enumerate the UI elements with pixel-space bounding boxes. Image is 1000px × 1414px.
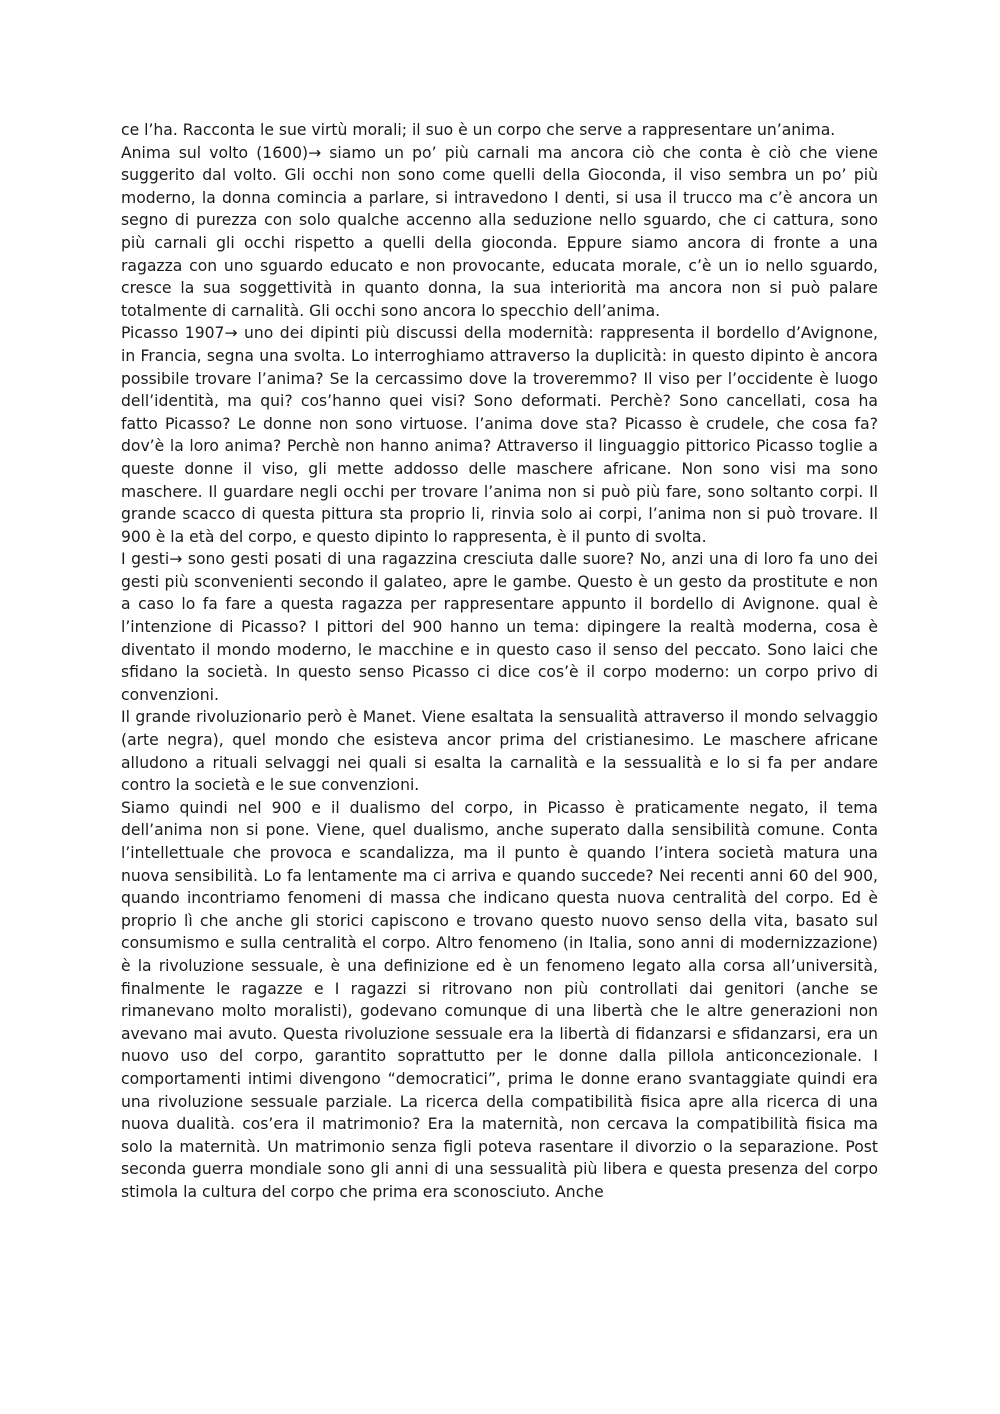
paragraph-manet: Il grande rivoluzionario però è Manet. Viene esaltata la sensualità attraverso il mondo selvaggio (arte negra), quel mondo che esisteva ancor prima del cristianesimo. Le maschere africane alludono a rituali selvaggi nei quali si esalta la carnalità e la sessualità e lo si fa per andare contro la società e le sue convenzioni. — [121, 708, 878, 795]
document-page — [121, 119, 878, 1204]
paragraph-dualismo: Siamo quindi nel 900 e il dualismo del corpo, in Picasso è praticamente negato, il tema dell’anima non si pone. Viene, quel dualismo, anche superato dalla sensibilità comune. Conta l’intellettuale che provoca e scandalizza, ma il punto è quando l’intera società matura una nuova sensibilità. Lo fa lentamente ma ci arriva e quando succede? Nei recenti anni 60 del 900, quando incontriamo fenomeni di massa che indicano questa nuova centralità del corpo. Ed è proprio lì che anche gli storici capiscono e trovano questo nuovo senso della vita, basato sul consumismo e sulla centralità el corpo. Altro fenomeno (in Italia, sono anni di modernizzazione) è la rivoluzione sessuale, è una definizione ed è un fenomeno legato alla corsa all’università, finalmente le ragazze e I ragazzi si ritrovano non più controllati dai genitori (anche se rimanevano molto moralisti), godevano comunque di una libertà che le altre generazioni non avevano mai avuto. Questa rivoluzione sessuale era la libertà di fidanzarsi e sfidanzarsi, era un nuovo uso del corpo, garantito soprattutto per le donne dalla pillola anticoncezionale. I comportamenti intimi divengono “democratici”, prima le donne erano svantaggiate quindi era una rivoluzione sessuale parziale. La ricerca della compatibilità fisica apre alla ricerca di una nuova dualità. cos’era il matrimonio? Era la maternità, non cercava la compatibilità fisica ma solo la maternità. Un matrimonio senza figli poteva rasentare il divorzio o la separazione. Post seconda guerra mondiale sono gli anni di una sessualità più libera e questa presenza del corpo stimola la cultura del corpo che prima era sconosciuto. Anche — [121, 798, 878, 1201]
paragraph-1: ce l’ha. Racconta le sue virtù morali; il suo è un corpo che serve a rappresentare un’anima. — [121, 121, 836, 139]
paragraph-anima-sul-volto: Anima sul volto (1600)→ siamo un po’ più carnali ma ancora ciò che conta è ciò che viene suggerito dal volto. Gli occhi non sono come quelli della Gioconda, il viso sembra un po’ più moderno, la donna comincia a parlare, si intravedono I denti, si usa il trucco ma c’è ancora un segno di purezza con solo qualche accenno alla seduzione nello sguardo, che ci cattura, sono più carnali gli occhi rispetto a quelli della gioconda. Eppure siamo ancora di fronte a una ragazza con uno sguardo educato e non provocante, educata morale, c’è un io nello sguardo, cresce la sua soggettività in quanto donna, la sua interiorità ma ancora non si può palare totalmente di carnalità. Gli occhi sono ancora lo specchio dell’anima. — [121, 143, 878, 320]
paragraph-i-gesti: I gesti→ sono gesti posati di una ragazzina cresciuta dalle suore? No, anzi una di loro fa uno dei gesti più sconvenienti secondo il galateo, apre le gambe. Questo è un gesto da prostitute e non a caso lo fa fare a questa ragazza per rappresentare appunto il bordello di Avignone. qual è l’intenzione di Picasso? I pittori del 900 hanno un tema: dipingere la realtà moderna, cosa è diventato il mondo moderno, le macchine e in questo caso il senso del peccato. Sono laici che sfidano la società. In questo senso Picasso ci dice cos’è il corpo moderno: un corpo privo di convenzioni. — [121, 550, 878, 704]
paragraph-picasso-1907: Picasso 1907→ uno dei dipinti più discussi della modernità: rappresenta il bordello d’Avignone, in Francia, segna una svolta. Lo interroghiamo attraverso la duplicità: in questo dipinto è ancora possibile trovare l’anima? Se la cercassimo dove la troveremmo? Il viso per l’occidente è luogo dell’identità, ma qui? cos’hanno quei visi? Sono deformati. Perchè? Sono cancellati, cosa ha fatto Picasso? Le donne non sono virtuose. l’anima dove sta? Picasso è crudele, che cosa fa? dov’è la loro anima? Perchè non hanno anima? Attraverso il linguaggio pittorico Picasso toglie a queste donne il viso, gli mette addosso delle maschere africane. Non sono visi ma sono maschere. Il guardare negli occhi per trovare l’anima non si può più fare, sono soltanto corpi. Il grande scacco di questa pittura sta proprio li, rinvia solo ai corpi, l’anima non si può trovare. Il 900 è la età del corpo, e questo dipinto lo rappresenta, è il punto di svolta. — [121, 324, 878, 546]
